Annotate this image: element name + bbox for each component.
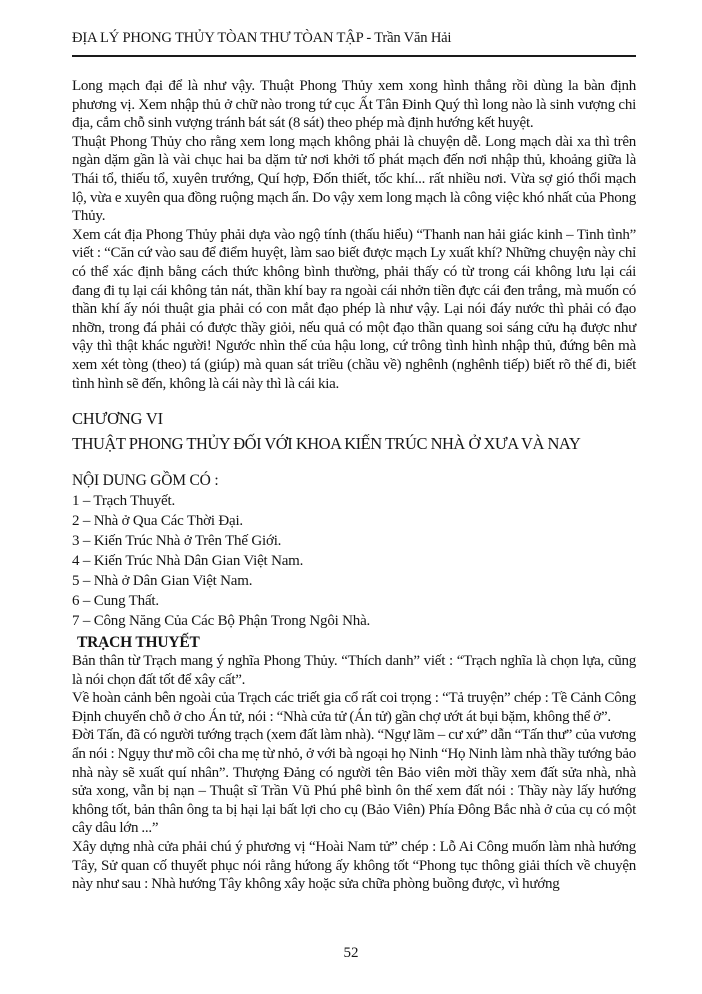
body-paragraph: Xây dựng nhà cửa phải chú ý phương vị “Hoài Nam tử” chép : Lỗ Ai Công muốn làm nhà hướng Tây, Sử quan cố thuyết phục nói rằng hứong ấy không tốt “Phong tục thông giải thích về chuyện này như sau : Nhà hướng Tây không xây hoặc sửa chữa phòng buồng được, vì hướng	[72, 839, 636, 893]
contents-item: 4 – Kiến Trúc Nhà Dân Gian Việt Nam.	[72, 553, 304, 570]
body-paragraph: Về hoàn cảnh bên ngoài của Trạch các triết gia cổ rất coi trọng : “Tả truyện” chép : Tề Cảnh Công Định chuyển chỗ ở cho Án tử, nói : “Nhà cửa tử (Án tử) gần chợ ướt át bụi bặm, không thể ở”.	[72, 690, 636, 725]
body-paragraph: Bản thân từ Trạch mang ý nghĩa Phong Thủy. “Thích danh” viết : “Trạch nghĩa là chọn lựa, cũng là nói chọn đất tốt để xây cất”.	[72, 653, 636, 688]
page-header	[72, 30, 636, 57]
body-paragraph: Xem cát địa Phong Thủy phải dựa vào ngộ tính (thấu hiểu) “Thanh nan hải giác kinh – Tinh tình” viết : “Căn cứ vào sau để điểm huyệt, làm sao biết được mạch Ly xuất khí? Những chuyện này chỉ có thể xác định bằng cách thức không bình thường, phải thấy có từ trong cái không lưu lại cái đang đi tụ lại cái không tản nát, thần khí bay ra ngoài cái nhởn tiền đực cái đen trắng, mà muốn có thần khí ấy nói thuật gia phải có con mắt đạo phép là như vậy. Lại nói đáy nước thì phải có đạo nhỡn, trong đá phải có được thầy giỏi, nếu quả có một đạo thần quang soi sáng cửu hạ được như vậy thì thật khác người! Ngước nhìn thế của hậu long, cứ trông tình hình nhập thủ, đứng bên mà xem xét tòng (theo) tá (giúp) mà quan sát triều (chầu về) nghênh (nghênh tiếp) biết rõ thế đi, biết tình hình sẽ đến, không là cái này thì là cái kia.	[72, 226, 636, 392]
contents-heading: NỘI DUNG GỒM CÓ :	[72, 472, 219, 490]
section-heading: TRẠCH THUYẾT	[77, 634, 200, 652]
chapter-label: CHƯƠNG VI	[72, 409, 163, 429]
page-number: 52	[343, 945, 359, 961]
contents-item: 2 – Nhà ở Qua Các Thời Đại.	[72, 513, 243, 530]
body-paragraph: Đời Tấn, đã có người tướng trạch (xem đất làm nhà). “Ngự lãm – cư xứ” dẫn “Tấn thư” của vương ẩn nói : Ngụy thư mồ côi cha mẹ từ nhỏ, ở với bà ngoại họ Ninh “Họ Ninh làm nhà thầy tướng bảo nhà này sẽ xuất quí nhân”. Thượng Đảng có người tên Bảo viên mời thầy xem đất sửa nhà, nhà sửa xong, vẫn bị nạn – Thuật sĩ Trần Vũ Phú phê bình ôn thế xem đất nói : Thầy này lấy hướng không tốt, bản thân ông ta bị hại lại bất lợi cho cụ (Bảo Viên) Phía Đông Bắc nhà ở của cụ có một cây dâu lớn ...”	[72, 727, 636, 837]
contents-item: 3 – Kiến Trúc Nhà ở Trên Thế Giới.	[72, 533, 282, 550]
contents-list	[72, 471, 636, 631]
body-paragraph: Long mạch đại để là như vậy. Thuật Phong Thủy xem xong hình thẳng rồi dùng la bàn định phương vị. Xem nhập thủ ở chữ nào trong tứ cục Ất Tân Đinh Quý thì long nào là sinh vượng chi địa, cắm chỗ sinh vượng tránh bát sát (8 sát) theo phép mà định hướng kết huyệt.	[72, 78, 636, 132]
contents-item: 1 – Trạch Thuyết.	[72, 493, 175, 510]
body-paragraph: Thuật Phong Thủy cho rằng xem long mạch không phải là chuyện dễ. Long mạch dài xa thì trên ngàn dặm gần là vài chục hai ba dặm tử nơi khởi tố phát mạch đến nơi nhập thủ, khoảng giữa là Thái tổ, thiếu tổ, xuyên trướng, Quí hợp, Đốn thiết, tốc khí... rất nhiều nơi. Vừa sợ gió thổi mạch lộ, vừa e xuyên qua đồng ruộng mạch ẩn. Do vậy xem long mạch là công việc khó nhất của Phong Thủy.	[72, 133, 636, 225]
contents-item: 7 – Công Năng Của Các Bộ Phận Trong Ngôi Nhà.	[72, 613, 371, 630]
contents-item: 5 – Nhà ở Dân Gian Việt Nam.	[72, 573, 253, 590]
section-body	[72, 652, 636, 894]
body-block	[72, 77, 636, 393]
running-title: ĐỊA LÝ PHONG THỦY TÒAN THƯ TÒAN TẬP - Trần Văn Hải	[72, 30, 452, 46]
chapter-title: THUẬT PHONG THỦY ĐỐI VỚI KHOA KIẾN TRÚC NHÀ Ở XƯA VÀ NAY	[72, 434, 581, 454]
chapter-heading	[72, 407, 636, 457]
contents-item: 6 – Cung Thất.	[72, 593, 159, 610]
